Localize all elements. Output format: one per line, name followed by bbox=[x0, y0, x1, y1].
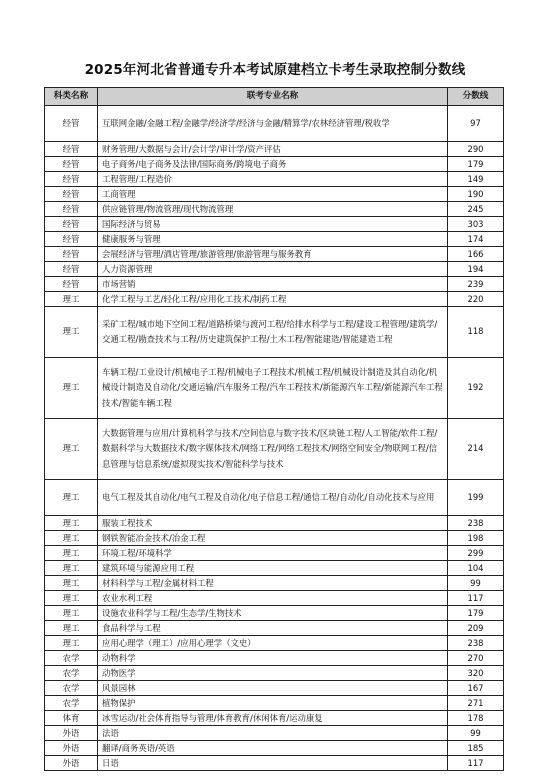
majors-cell: 大数据管理与应用/计算机科学与技术/空间信息与数字技术/区块链工程/人工智能/软件工程/数据科学与大数据技术/数字媒体技术/网络工程/网络工程技术/网络空间安全/物联网工程/信息管理与信息系统/虚拟现实技术/智能科学与技术 bbox=[98, 419, 448, 480]
score-cell: 118 bbox=[448, 307, 504, 358]
majors-cell: 市场营销 bbox=[98, 277, 448, 292]
category-cell: 经管 bbox=[45, 157, 98, 172]
score-cell: 185 bbox=[448, 741, 504, 756]
score-cell: 245 bbox=[448, 202, 504, 217]
score-cell: 238 bbox=[448, 516, 504, 531]
score-cell: 299 bbox=[448, 546, 504, 561]
majors-cell: 化学工程与工艺/轻化工程/应用化工技术/制药工程 bbox=[98, 292, 448, 307]
majors-cell: 互联网金融/金融工程/金融学/经济学/经济与金融/精算学/农林经济管理/税收学 bbox=[98, 106, 448, 142]
score-cell: 192 bbox=[448, 358, 504, 419]
table-row bbox=[45, 681, 504, 696]
table-row bbox=[45, 561, 504, 576]
table-row bbox=[45, 666, 504, 681]
score-table bbox=[44, 87, 504, 771]
table-row bbox=[45, 172, 504, 187]
table-row bbox=[45, 307, 504, 358]
table-row bbox=[45, 636, 504, 651]
score-cell: 209 bbox=[448, 621, 504, 636]
category-cell: 外语 bbox=[45, 741, 98, 756]
category-cell: 理工 bbox=[45, 561, 98, 576]
majors-cell: 食品科学与工程 bbox=[98, 621, 448, 636]
category-cell: 经管 bbox=[45, 217, 98, 232]
category-cell: 体育 bbox=[45, 711, 98, 726]
score-cell: 99 bbox=[448, 726, 504, 741]
majors-cell: 动物医学 bbox=[98, 666, 448, 681]
table-body bbox=[45, 106, 504, 771]
category-cell: 农学 bbox=[45, 651, 98, 666]
table-row bbox=[45, 516, 504, 531]
table-row bbox=[45, 292, 504, 307]
majors-cell: 风景园林 bbox=[98, 681, 448, 696]
category-cell: 农学 bbox=[45, 681, 98, 696]
table-row bbox=[45, 106, 504, 142]
page-title: 2025年河北省普通专升本考试原建档立卡考生录取控制分数线 bbox=[84, 62, 466, 78]
header-score: 分数线 bbox=[448, 88, 504, 106]
category-cell: 经管 bbox=[45, 142, 98, 157]
table-row bbox=[45, 591, 504, 606]
table-row bbox=[45, 606, 504, 621]
category-cell: 经管 bbox=[45, 187, 98, 202]
category-cell: 理工 bbox=[45, 307, 98, 358]
table-row bbox=[45, 247, 504, 262]
category-cell: 理工 bbox=[45, 419, 98, 480]
category-cell: 理工 bbox=[45, 516, 98, 531]
score-cell: 117 bbox=[448, 591, 504, 606]
table-row bbox=[45, 531, 504, 546]
category-cell: 理工 bbox=[45, 358, 98, 419]
score-cell: 199 bbox=[448, 480, 504, 516]
score-cell: 239 bbox=[448, 277, 504, 292]
category-cell: 农学 bbox=[45, 696, 98, 711]
majors-cell: 材料科学与工程/金属材料工程 bbox=[98, 576, 448, 591]
score-cell: 271 bbox=[448, 696, 504, 711]
score-cell: 220 bbox=[448, 292, 504, 307]
majors-cell: 冰雪运动/社会体育指导与管理/体育教育/休闲体育/运动康复 bbox=[98, 711, 448, 726]
category-cell: 理工 bbox=[45, 292, 98, 307]
majors-cell: 农业水利工程 bbox=[98, 591, 448, 606]
table-row bbox=[45, 419, 504, 480]
majors-cell: 植物保护 bbox=[98, 696, 448, 711]
score-cell: 117 bbox=[448, 756, 504, 771]
score-cell: 190 bbox=[448, 187, 504, 202]
majors-cell: 电气工程及其自动化/电气工程及自动化/电子信息工程/通信工程/自动化/自动化技术与应用 bbox=[98, 480, 448, 516]
category-cell: 外语 bbox=[45, 726, 98, 741]
majors-cell: 动物科学 bbox=[98, 651, 448, 666]
category-cell: 经管 bbox=[45, 106, 98, 142]
table-row bbox=[45, 726, 504, 741]
majors-cell: 国际经济与贸易 bbox=[98, 217, 448, 232]
score-cell: 166 bbox=[448, 247, 504, 262]
score-cell: 178 bbox=[448, 711, 504, 726]
category-cell: 理工 bbox=[45, 576, 98, 591]
table-row bbox=[45, 217, 504, 232]
majors-cell: 电子商务/电子商务及法律/国际商务/跨境电子商务 bbox=[98, 157, 448, 172]
table-row bbox=[45, 546, 504, 561]
table-row bbox=[45, 157, 504, 172]
category-cell: 理工 bbox=[45, 591, 98, 606]
score-cell: 238 bbox=[448, 636, 504, 651]
table-header-row bbox=[45, 88, 504, 106]
header-majors: 联考专业名称 bbox=[98, 88, 448, 106]
category-cell: 理工 bbox=[45, 621, 98, 636]
category-cell: 理工 bbox=[45, 606, 98, 621]
score-cell: 149 bbox=[448, 172, 504, 187]
majors-cell: 人力资源管理 bbox=[98, 262, 448, 277]
score-cell: 97 bbox=[448, 106, 504, 142]
table-row bbox=[45, 232, 504, 247]
table-row bbox=[45, 651, 504, 666]
table-row bbox=[45, 277, 504, 292]
table-row bbox=[45, 142, 504, 157]
majors-cell: 工程管理/工程造价 bbox=[98, 172, 448, 187]
score-cell: 179 bbox=[448, 606, 504, 621]
category-cell: 理工 bbox=[45, 480, 98, 516]
score-cell: 179 bbox=[448, 157, 504, 172]
table-row bbox=[45, 262, 504, 277]
score-cell: 214 bbox=[448, 419, 504, 480]
score-cell: 198 bbox=[448, 531, 504, 546]
majors-cell: 应用心理学（理工）/应用心理学（文史） bbox=[98, 636, 448, 651]
category-cell: 外语 bbox=[45, 756, 98, 771]
table-row bbox=[45, 480, 504, 516]
score-cell: 194 bbox=[448, 262, 504, 277]
majors-cell: 采矿工程/城市地下空间工程/道路桥梁与渡河工程/给排水科学与工程/建设工程管理/建筑学/交通工程/勘查技术与工程/历史建筑保护工程/土木工程/智能建造/智能建造工程 bbox=[98, 307, 448, 358]
majors-cell: 设施农业科学与工程/生态学/生物技术 bbox=[98, 606, 448, 621]
score-cell: 99 bbox=[448, 576, 504, 591]
table-row bbox=[45, 756, 504, 771]
category-cell: 经管 bbox=[45, 262, 98, 277]
category-cell: 农学 bbox=[45, 666, 98, 681]
category-cell: 理工 bbox=[45, 531, 98, 546]
majors-cell: 财务管理/大数据与会计/会计学/审计学/资产评估 bbox=[98, 142, 448, 157]
majors-cell: 工商管理 bbox=[98, 187, 448, 202]
table-row bbox=[45, 711, 504, 726]
table-row bbox=[45, 621, 504, 636]
majors-cell: 日语 bbox=[98, 756, 448, 771]
table-row bbox=[45, 187, 504, 202]
category-cell: 理工 bbox=[45, 546, 98, 561]
majors-cell: 车辆工程/工业设计/机械电子工程/机械电子工程技术/机械工程/机械设计制造及其自动化/机械设计制造及自动化/交通运输/汽车服务工程/汽车工程技术/新能源汽车工程/新能源汽车工程技术/智能车辆工程 bbox=[98, 358, 448, 419]
category-cell: 经管 bbox=[45, 202, 98, 217]
category-cell: 经管 bbox=[45, 277, 98, 292]
header-category: 科类名称 bbox=[45, 88, 98, 106]
majors-cell: 法语 bbox=[98, 726, 448, 741]
table-row bbox=[45, 741, 504, 756]
category-cell: 经管 bbox=[45, 247, 98, 262]
score-cell: 174 bbox=[448, 232, 504, 247]
category-cell: 经管 bbox=[45, 232, 98, 247]
table-row bbox=[45, 696, 504, 711]
majors-cell: 健康服务与管理 bbox=[98, 232, 448, 247]
majors-cell: 会展经济与管理/酒店管理/旅游管理/旅游管理与服务教育 bbox=[98, 247, 448, 262]
category-cell: 理工 bbox=[45, 636, 98, 651]
score-cell: 104 bbox=[448, 561, 504, 576]
score-cell: 270 bbox=[448, 651, 504, 666]
majors-cell: 翻译/商务英语/英语 bbox=[98, 741, 448, 756]
score-cell: 303 bbox=[448, 217, 504, 232]
table-row bbox=[45, 358, 504, 419]
score-cell: 320 bbox=[448, 666, 504, 681]
majors-cell: 建筑环境与能源应用工程 bbox=[98, 561, 448, 576]
category-cell: 经管 bbox=[45, 172, 98, 187]
majors-cell: 供应链管理/物流管理/现代物流管理 bbox=[98, 202, 448, 217]
score-cell: 167 bbox=[448, 681, 504, 696]
table-row bbox=[45, 576, 504, 591]
majors-cell: 环境工程/环境科学 bbox=[98, 546, 448, 561]
score-cell: 290 bbox=[448, 142, 504, 157]
majors-cell: 服装工程技术 bbox=[98, 516, 448, 531]
majors-cell: 钢铁智能冶金技术/冶金工程 bbox=[98, 531, 448, 546]
table-row bbox=[45, 202, 504, 217]
